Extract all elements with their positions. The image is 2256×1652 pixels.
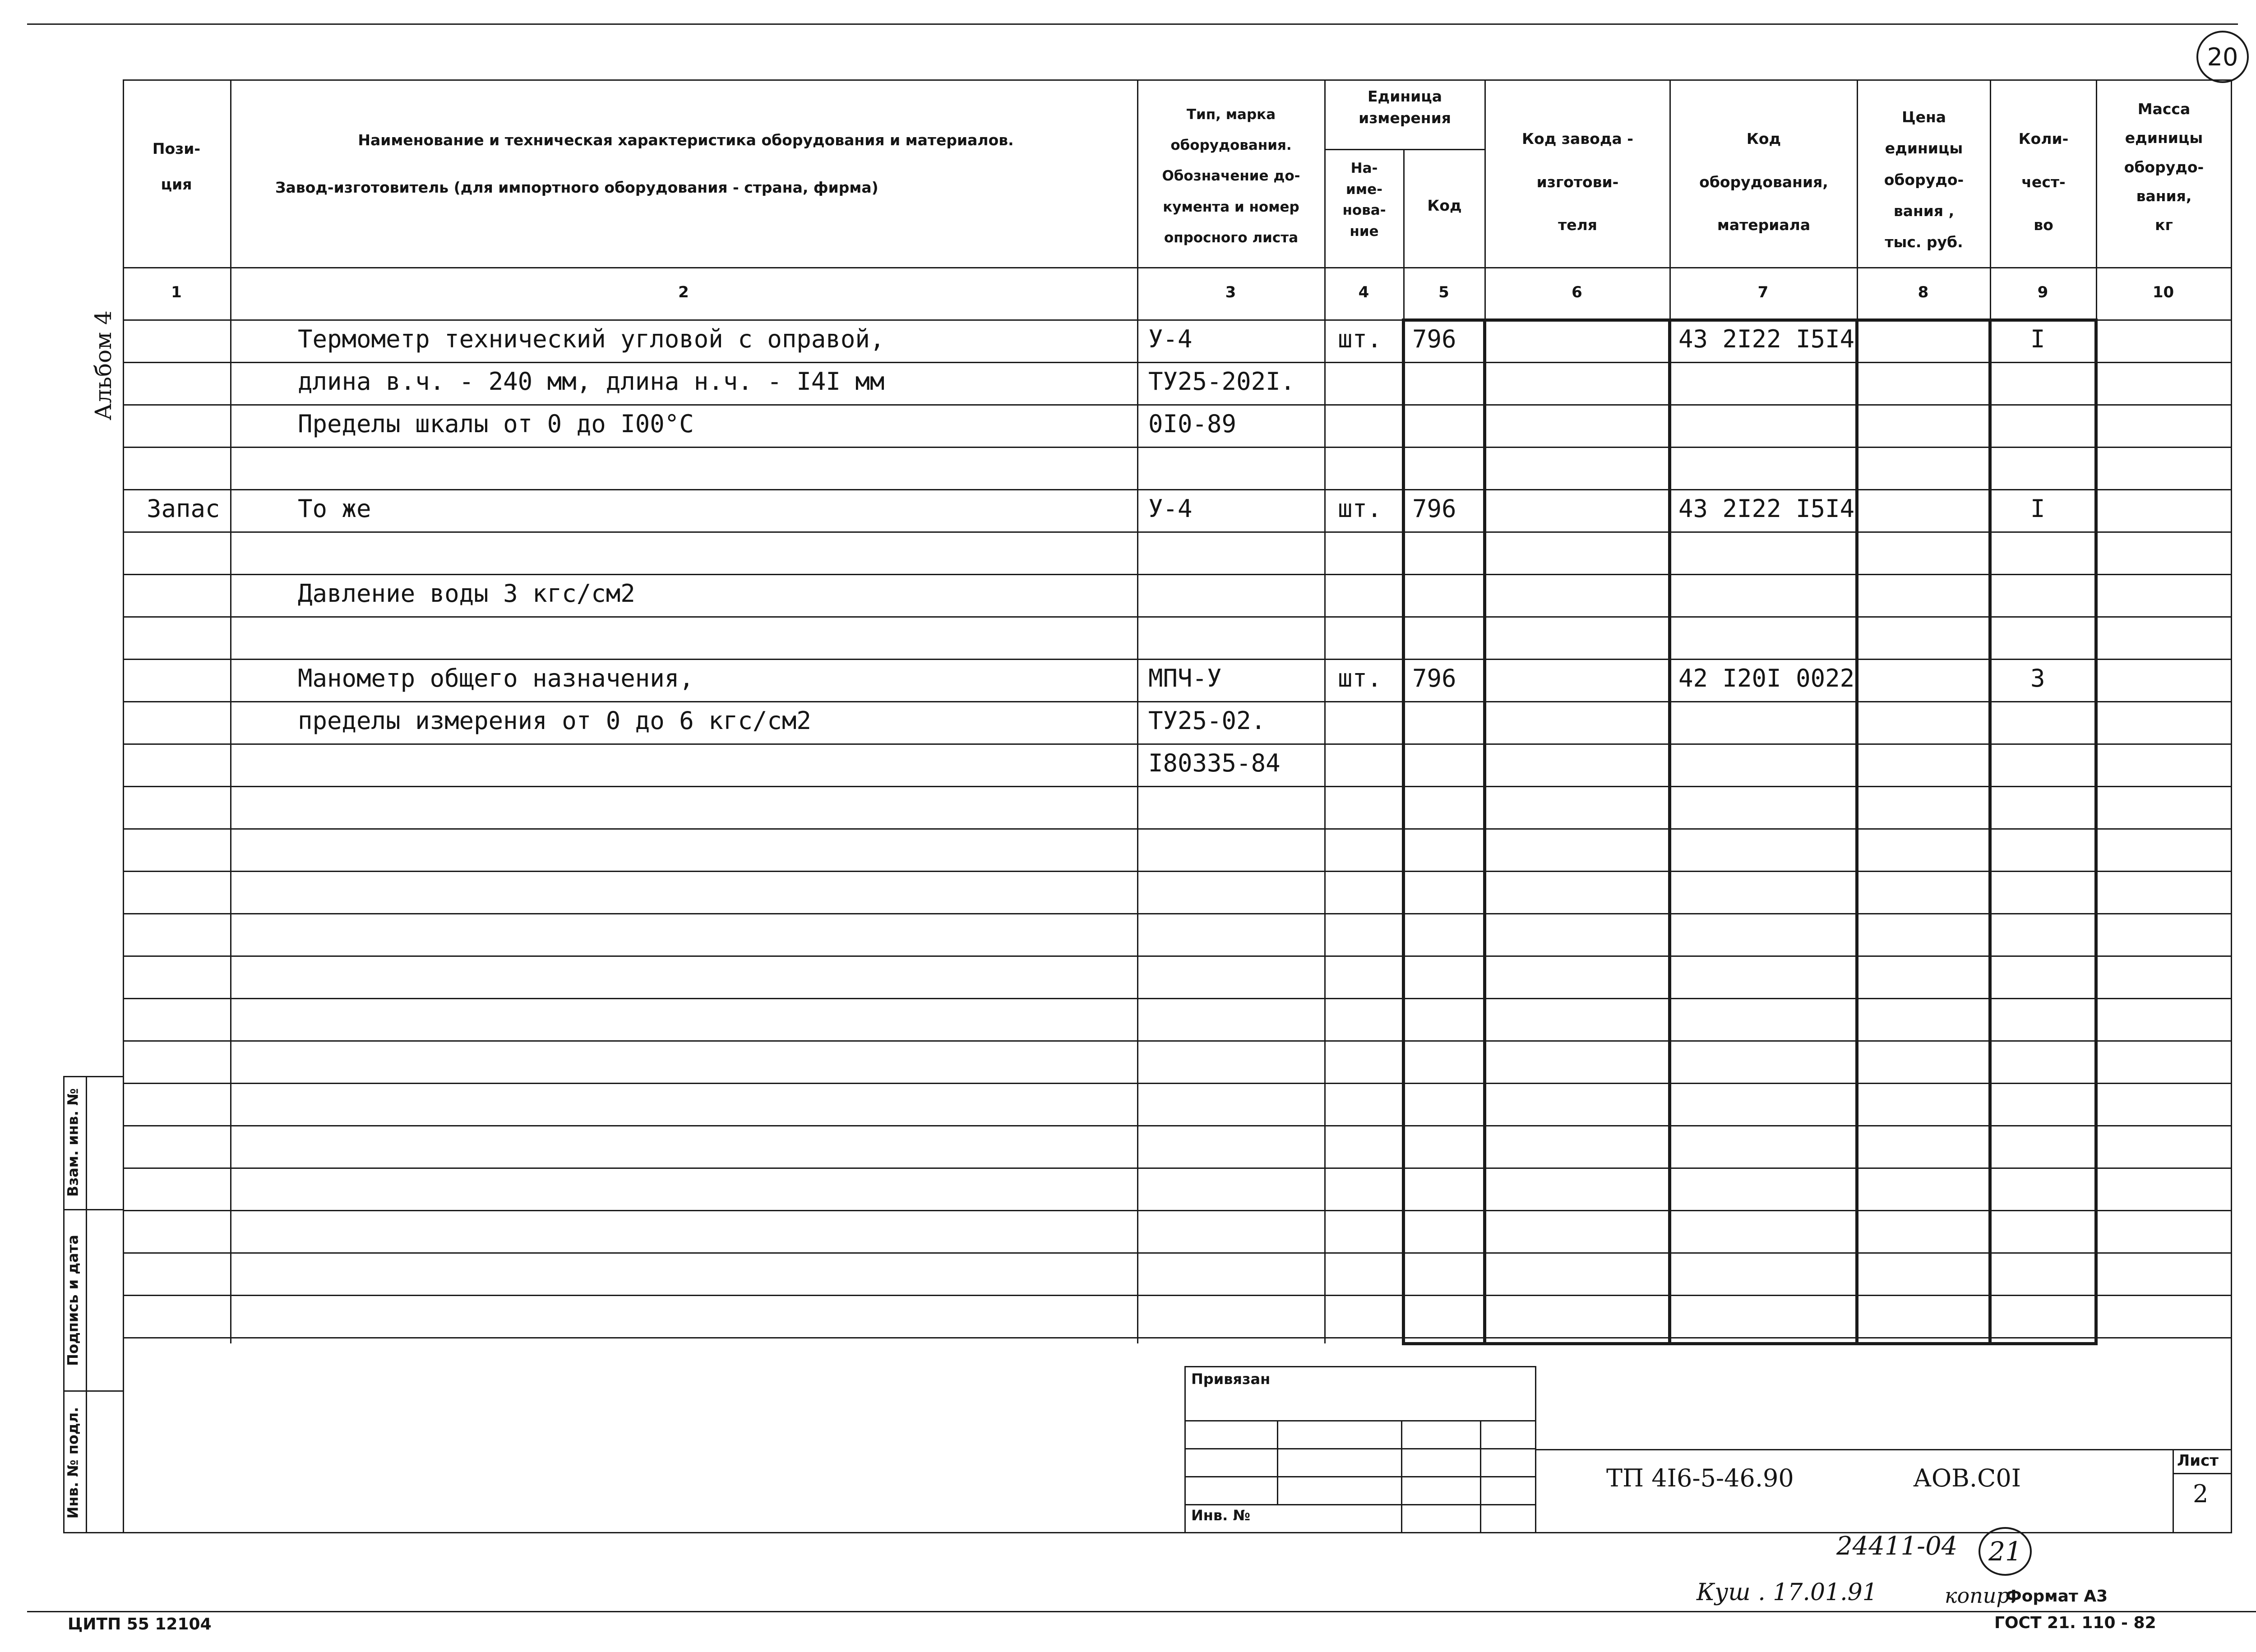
row-line [123,955,2232,957]
header-col2-line2: Завод-изготовитель (для импортного оборудования - страна, фирма) [275,179,878,196]
cell-unit-code: 796 [1412,325,1456,353]
row-line [123,1040,2232,1042]
tb-col1 [1277,1420,1278,1504]
row-line [123,404,2232,406]
cell-quantity: I [2030,494,2045,523]
cell-name: Термометр технический угловой с оправой, [298,325,885,353]
thick-col6 [1483,319,1486,1344]
row-line [123,743,2232,745]
tb-row3 [1184,1476,1536,1477]
header-col2-line1: Наименование и техническая характеристика оборудования и материалов. [358,131,1014,149]
cell-type: У-4 [1148,325,1193,353]
frame-right [2231,80,2232,1533]
tb-row4 [1184,1504,1536,1505]
tb-col3 [1480,1420,1481,1533]
header-col7: Код оборудования, материала [1699,130,1828,234]
sheet-corner-number: 20 [2196,31,2249,83]
colnum-3: 3 [1225,283,1236,301]
tb-right-top [1535,1449,2232,1450]
thick-col9 [1988,319,1992,1344]
row-line [123,828,2232,830]
footer-gost: ГОСТ 21. 110 - 82 [1994,1614,2156,1632]
cell-equipment-code: 43 2I22 I5I4 [1678,494,1855,523]
row-line [123,871,2232,872]
cell-unit: шт. [1338,494,1382,523]
row-line [123,913,2232,914]
col-line-2 [1137,80,1138,1343]
row-line [123,489,2232,490]
cell-name: Пределы шкалы от 0 до I00°С [298,410,694,438]
cell-type: У-4 [1148,494,1193,523]
tb-attached-label: Привязан [1191,1371,1271,1388]
row-line [123,1125,2232,1126]
cell-unit-code: 796 [1412,664,1456,692]
row-line [123,786,2232,787]
sheet-box-left [2173,1449,2174,1533]
stamp-signature-date: Подпись и дата [64,1235,82,1366]
thick-bottom [1402,1342,2098,1345]
top-rule [27,23,2238,25]
row-line [123,447,2232,448]
header-col6: Код завода - изготови- теля [1522,130,1633,234]
header-col8: Цена единицы оборудо- вания , тыс. руб. [1884,108,1964,251]
colnum-4: 4 [1358,283,1369,301]
row-line [123,1295,2232,1296]
cell-type: ТУ25-202I. [1148,367,1295,396]
stamp-replacement-inv: Взам. инв. № [64,1088,82,1197]
sheet-number: 2 [2193,1480,2209,1508]
checker-mark: копир. [1945,1583,2016,1608]
thick-col8 [1855,319,1858,1344]
sheet-label: Лист [2177,1452,2219,1470]
stamp-original-inv: Инв. № подл. [64,1407,82,1519]
frame-top [123,79,2232,81]
col-line-1 [230,80,231,1343]
row-line [123,1337,2232,1338]
row-line [123,531,2232,533]
header-col10: Масса единицы оборудо- вания, кг [2124,100,2204,234]
thick-right [2094,319,2098,1344]
circled-number: 21 [1979,1527,2032,1576]
cell-name: То же [298,494,371,523]
cell-quantity: I [2030,325,2045,353]
cell-equipment-code: 42 I20I 0022 [1678,664,1855,692]
cell-name: пределы измерения от 0 до 6 кгс/см2 [298,706,811,735]
doc-mark: АОВ.С0I [1913,1464,2021,1492]
sheet-box-mid [2173,1473,2231,1474]
row-line [123,1167,2232,1169]
signature-note: Куш . 17.01.91 [1697,1579,1877,1606]
colnum-1: 1 [171,283,182,301]
thick-left [1402,319,1405,1344]
archive-number: 24411-04 [1836,1532,1958,1561]
row-line [123,1083,2232,1084]
colnum-2: 2 [678,283,689,301]
colnum-9: 9 [2037,283,2048,301]
col-line-3 [1324,80,1326,1343]
cell-type: МПЧ-У [1148,664,1222,692]
tb-inv-label: Инв. № [1191,1507,1250,1524]
cell-unit: шт. [1338,664,1382,692]
footer-left: ЦИТП 55 12104 [68,1615,212,1634]
tb-left [1184,1366,1186,1533]
colnum-10: 10 [2152,283,2174,301]
cell-position: Запас [147,494,220,523]
cell-type: ТУ25-02. [1148,706,1266,735]
header-col45-group: Единица измерения [1359,88,1451,127]
cell-type: 0I0-89 [1148,410,1237,438]
tb-col2 [1401,1420,1402,1533]
header-bottom [123,267,2232,268]
doc-code: ТП 4I6-5-46.90 [1606,1464,1794,1492]
cell-name: Манометр общего назначения, [298,664,694,692]
row-line [123,616,2232,618]
colnum-7: 7 [1757,283,1769,301]
thick-col7 [1668,319,1671,1344]
header-col1: Пози- ция [152,140,201,194]
colnum-6: 6 [1572,283,1582,301]
cell-unit: шт. [1338,325,1382,353]
cell-type: I80335-84 [1148,749,1281,777]
tb-row2 [1184,1448,1536,1449]
cell-name: Давление воды 3 кгс/см2 [298,579,635,608]
tb-top [1184,1366,1536,1367]
row-line [123,659,2232,660]
header-col4: На- име- нова- ние [1342,160,1386,240]
colnum-5: 5 [1438,283,1449,301]
cell-quantity: 3 [2030,664,2045,692]
row-line [123,574,2232,575]
cell-equipment-code: 43 2I22 I5I4 [1678,325,1855,353]
header-col5: Код [1427,197,1462,214]
row-line [123,362,2232,363]
row-line [123,701,2232,702]
row-line [123,998,2232,999]
header-col9: Коли- чест- во [2018,130,2069,234]
row-line [123,1210,2232,1211]
colnum-8: 8 [1918,283,1929,301]
tb-row1 [1184,1420,1536,1421]
album-label: Альбом 4 [90,310,116,420]
header-col3: Тип, марка оборудования. Обозначение до- кумента и номер опросного листа [1162,106,1300,246]
bottom-rule [27,1611,2256,1612]
footer-format: Формат А3 [2006,1587,2108,1606]
cell-unit-code: 796 [1412,494,1456,523]
thick-top [1402,318,2098,322]
row-line [123,1252,2232,1254]
stamp-right [86,1076,87,1533]
cell-name: длина в.ч. - 240 мм, длина н.ч. - I4I мм [298,367,885,396]
